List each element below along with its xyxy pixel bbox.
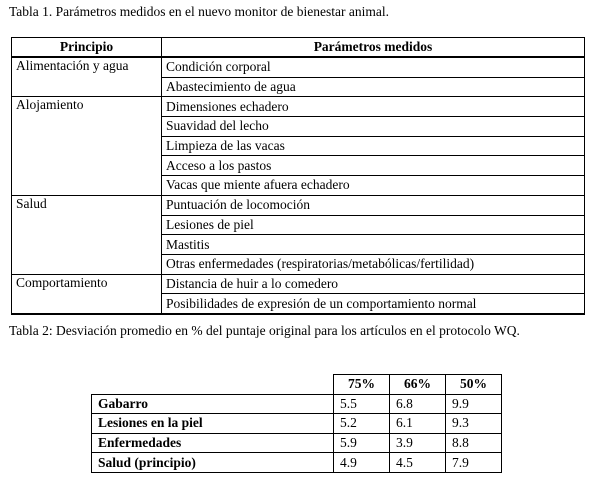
table-row <box>92 453 502 473</box>
parameter-cell: Acceso a los pastos <box>162 156 585 176</box>
column-header-66: 66% <box>390 375 446 395</box>
row-label: Gabarro <box>92 394 334 414</box>
principle-cell-empty <box>12 254 162 274</box>
parameter-cell: Dimensiones echadero <box>162 97 585 117</box>
value-cell: 4.9 <box>334 453 390 473</box>
value-cell: 6.8 <box>390 394 446 414</box>
table-row <box>12 136 585 156</box>
table-row <box>12 235 585 255</box>
principle-cell-empty <box>12 77 162 97</box>
value-cell: 8.8 <box>446 433 502 453</box>
empty-header-cell <box>92 375 334 395</box>
table-row <box>12 195 585 215</box>
parameter-cell: Suavidad del lecho <box>162 117 585 137</box>
table-row <box>12 254 585 274</box>
parameter-cell: Posibilidades de expresión de un comportamiento normal <box>162 294 585 314</box>
table-row <box>12 117 585 137</box>
value-cell: 5.9 <box>334 433 390 453</box>
table-row <box>12 97 585 117</box>
principle-cell: Alimentación y agua <box>12 57 162 77</box>
principle-cell: Alojamiento <box>12 97 162 117</box>
principle-cell-empty <box>12 136 162 156</box>
parameters-table <box>11 37 585 315</box>
row-label: Enfermedades <box>92 433 334 453</box>
row-label: Lesiones en la piel <box>92 414 334 434</box>
parameter-cell: Limpieza de las vacas <box>162 136 585 156</box>
value-cell: 4.5 <box>390 453 446 473</box>
value-cell: 5.2 <box>334 414 390 434</box>
column-header-75: 75% <box>334 375 390 395</box>
deviation-table-body <box>92 394 502 472</box>
principle-cell: Comportamiento <box>12 274 162 294</box>
column-header-parameters: Parámetros medidos <box>162 38 585 58</box>
table-row <box>12 274 585 294</box>
table-row <box>12 294 585 314</box>
parameter-cell: Otras enfermedades (respiratorias/metabólicas/fertilidad) <box>162 254 585 274</box>
value-cell: 5.5 <box>334 394 390 414</box>
column-header-principle: Principio <box>12 38 162 58</box>
table2-caption: Tabla 2: Desviación promedio en % del puntaje original para los artículos en el protocolo WQ. <box>9 323 520 338</box>
principle-cell-empty <box>12 215 162 235</box>
principle-cell-empty <box>12 235 162 255</box>
parameter-cell: Distancia de huir a lo comedero <box>162 274 585 294</box>
principle-cell: Salud <box>12 195 162 215</box>
table-row <box>12 215 585 235</box>
value-cell: 9.3 <box>446 414 502 434</box>
parameter-cell: Puntuación de locomoción <box>162 195 585 215</box>
table-header-row <box>12 38 585 58</box>
table-row <box>12 176 585 196</box>
parameter-cell: Mastitis <box>162 235 585 255</box>
table-row <box>92 414 502 434</box>
table-row <box>12 77 585 97</box>
principle-cell-empty <box>12 294 162 314</box>
deviation-table <box>91 374 502 473</box>
parameter-cell: Condición corporal <box>162 57 585 77</box>
table-header-row <box>92 375 502 395</box>
value-cell: 9.9 <box>446 394 502 414</box>
value-cell: 3.9 <box>390 433 446 453</box>
table-row <box>12 57 585 77</box>
table-row <box>12 156 585 176</box>
row-label: Salud (principio) <box>92 453 334 473</box>
table-row <box>92 433 502 453</box>
parameters-table-body <box>12 57 585 314</box>
principle-cell-empty <box>12 117 162 137</box>
principle-cell-empty <box>12 176 162 196</box>
value-cell: 6.1 <box>390 414 446 434</box>
column-header-50: 50% <box>446 375 502 395</box>
value-cell: 7.9 <box>446 453 502 473</box>
parameter-cell: Vacas que miente afuera echadero <box>162 176 585 196</box>
parameter-cell: Abastecimiento de agua <box>162 77 585 97</box>
parameter-cell: Lesiones de piel <box>162 215 585 235</box>
principle-cell-empty <box>12 156 162 176</box>
table1-caption: Tabla 1. Parámetros medidos en el nuevo monitor de bienestar animal. <box>9 4 389 19</box>
table-row <box>92 394 502 414</box>
